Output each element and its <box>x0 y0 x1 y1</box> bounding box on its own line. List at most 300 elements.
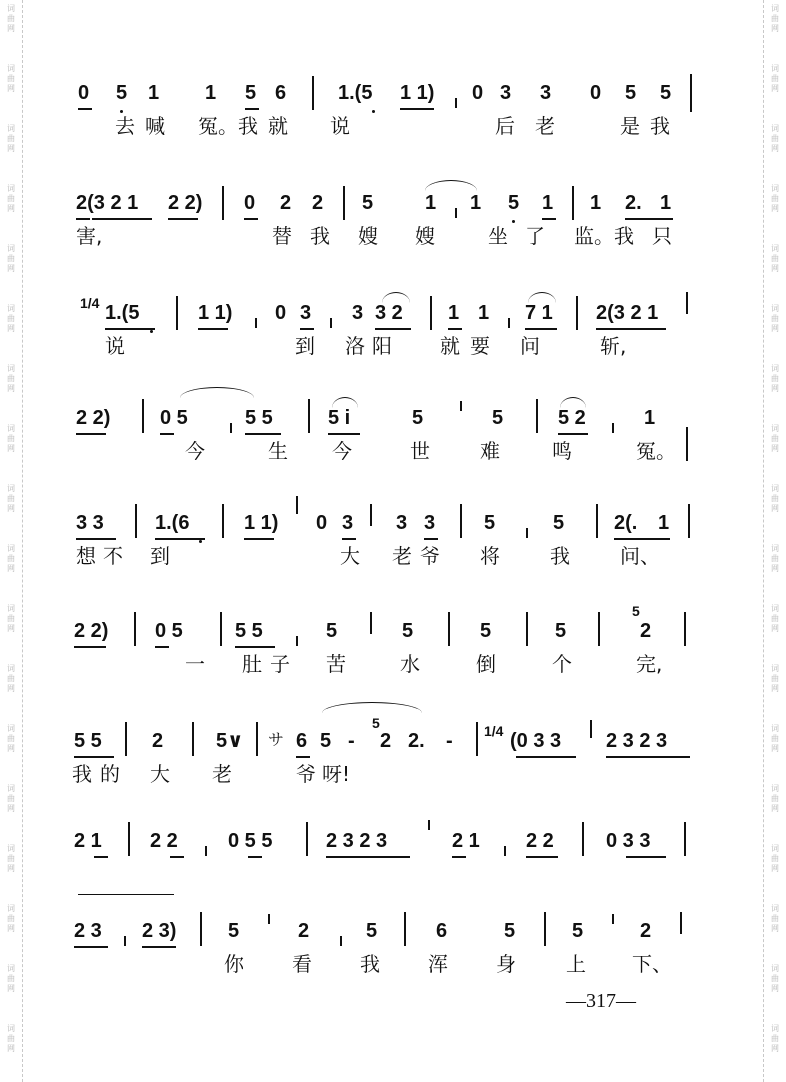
barline <box>256 722 258 756</box>
underline <box>142 946 176 948</box>
barline <box>135 504 137 538</box>
underline <box>606 756 690 758</box>
beat-tick <box>330 318 332 328</box>
watermark-stamp: 词曲网 <box>771 484 779 513</box>
beat-tick <box>612 914 614 924</box>
note: 1.(6 <box>155 512 190 534</box>
barline <box>476 722 478 756</box>
lyric: 看 <box>292 952 312 976</box>
underline <box>326 856 410 858</box>
lyric: 倒 <box>476 652 496 676</box>
barline <box>686 292 688 314</box>
grace-note: 5 <box>372 715 380 731</box>
lyric: 说 <box>330 114 350 138</box>
lyric: 喊 <box>145 114 165 138</box>
lyrics-line <box>0 950 786 978</box>
lyric: 爷 <box>296 762 316 786</box>
lyric: 上 <box>566 952 586 976</box>
lyric: 我 <box>360 952 380 976</box>
barline <box>134 612 136 646</box>
note: 3 <box>352 302 364 324</box>
score-system-1 <box>0 80 786 180</box>
note: 1 1) <box>400 82 435 104</box>
underline <box>78 108 92 110</box>
score-system-9 <box>0 918 786 1018</box>
note: 5 <box>245 82 257 104</box>
note: 5 <box>504 920 516 942</box>
barline <box>192 722 194 756</box>
beat-tick <box>268 914 270 924</box>
lyrics-line <box>0 542 786 570</box>
underline <box>424 538 438 540</box>
notation-line <box>0 510 786 536</box>
note: 5 <box>412 407 424 429</box>
beat-tick <box>460 401 462 411</box>
barline <box>370 504 372 526</box>
barline <box>460 504 462 538</box>
note: 1 <box>660 192 672 214</box>
beat-tick <box>612 423 614 433</box>
watermark-stamp: 词曲网 <box>7 784 15 813</box>
beat-tick <box>205 846 207 856</box>
underline <box>596 328 666 330</box>
lyric: 我 <box>72 762 92 786</box>
watermark-stamp: 词曲网 <box>7 304 15 333</box>
notation-line <box>0 405 786 431</box>
notation-line <box>0 295 786 326</box>
lyric: 洛 <box>345 334 365 358</box>
note: 1 1) <box>198 302 233 324</box>
barline <box>544 912 546 946</box>
note: 2 <box>640 620 652 642</box>
lyrics-line <box>0 222 786 250</box>
lyric: 问 <box>520 334 540 358</box>
note: 5 <box>366 920 378 942</box>
lyric: 阳 <box>372 334 392 358</box>
barline <box>200 912 202 946</box>
time-signature: 1/4 <box>484 723 504 739</box>
watermark-stamp: 词曲网 <box>771 784 779 813</box>
lyric: 水 <box>400 652 420 676</box>
note: 6 <box>275 82 287 104</box>
lyric: 完, <box>636 652 663 676</box>
barline <box>308 399 310 433</box>
lyric: 到 <box>150 544 170 568</box>
notation-line <box>0 603 786 644</box>
underline <box>244 218 258 220</box>
underline <box>296 756 310 758</box>
barline <box>430 296 432 330</box>
watermark-stamp: 词曲网 <box>7 844 15 873</box>
lyric: 问、 <box>620 544 660 568</box>
lyric: 将 <box>480 544 500 568</box>
lyric: 坐 <box>488 224 508 248</box>
note: 0 5 <box>155 620 183 642</box>
note: 1 <box>478 302 490 324</box>
underline <box>526 856 558 858</box>
underline <box>94 856 108 858</box>
watermark-stamp: 词曲网 <box>7 184 15 213</box>
underline <box>248 856 262 858</box>
barline <box>306 822 308 856</box>
barline <box>582 822 584 856</box>
note: 0 <box>590 82 602 104</box>
underline <box>452 856 466 858</box>
note: 2 2 <box>526 830 554 852</box>
score-system-2 <box>0 190 786 290</box>
underline <box>244 538 274 540</box>
watermark-stamp: 词曲网 <box>7 124 15 153</box>
lyric: 后 <box>495 114 515 138</box>
note: 5 <box>228 920 240 942</box>
note: 1 <box>542 192 554 214</box>
note: 5 <box>660 82 672 104</box>
notation-line <box>0 918 786 944</box>
lyric: 说 <box>105 334 125 358</box>
note: 3 2 <box>375 302 403 324</box>
note: 7 1 <box>525 302 553 324</box>
score-system-3 <box>0 295 786 400</box>
lyric: 就 <box>440 334 460 358</box>
lyric: 替 <box>272 224 292 248</box>
barline <box>343 186 345 220</box>
note: 6 <box>296 730 308 752</box>
underline <box>105 328 155 330</box>
watermark-stamp: 词曲网 <box>771 604 779 633</box>
time-signature: 1/4 <box>80 295 100 311</box>
barline <box>688 504 690 538</box>
watermark-stamp: 词曲网 <box>7 424 15 453</box>
note: 0 <box>244 192 256 214</box>
note: 5 <box>480 620 492 642</box>
barline <box>536 399 538 433</box>
barline <box>684 822 686 856</box>
lyric: 害, <box>76 224 103 248</box>
beat-tick <box>508 318 510 328</box>
note: 5 <box>625 82 637 104</box>
beat-tick <box>526 528 528 538</box>
score-system-8 <box>0 828 786 928</box>
lyric: 冤。我 <box>198 114 258 138</box>
lyric: 呀! <box>322 762 351 786</box>
note: 1.(5 <box>338 82 373 104</box>
lyric: 生 <box>268 439 288 463</box>
note: 0 5 <box>160 407 188 429</box>
beat-tick <box>340 936 342 946</box>
note: 0 <box>472 82 484 104</box>
barline <box>142 399 144 433</box>
notation-line <box>0 80 786 106</box>
note: 0 <box>316 512 328 534</box>
watermark-stamp: 词曲网 <box>7 4 15 33</box>
barline <box>128 822 130 856</box>
watermark-stamp: 词曲网 <box>771 904 779 933</box>
watermark-stamp: 词曲网 <box>7 484 15 513</box>
beat-tick <box>504 846 506 856</box>
lyric: 的 <box>100 762 120 786</box>
lyric: 就 <box>268 114 288 138</box>
barline <box>598 612 600 646</box>
note: 0 3 3 <box>606 830 651 852</box>
watermark-stamp: 词曲网 <box>771 664 779 693</box>
underline <box>626 856 666 858</box>
barline <box>576 296 578 330</box>
lyric: 老 <box>392 544 412 568</box>
dash: - <box>446 730 453 752</box>
beat-tick <box>124 936 126 946</box>
note: 2 1 <box>452 830 480 852</box>
note: 1 <box>658 512 670 534</box>
beat-tick <box>296 636 298 646</box>
note: 3 3 <box>76 512 104 534</box>
underline <box>170 856 184 858</box>
lyric: 想 <box>76 544 96 568</box>
lyrics-line <box>0 112 786 140</box>
free-meter-sign: サ <box>268 732 285 749</box>
slur-arc <box>382 292 410 303</box>
underline <box>168 218 198 220</box>
note: 1 <box>425 192 437 214</box>
lyric: 冤。 <box>636 439 676 463</box>
note: 2 3) <box>142 920 177 942</box>
note: 5 <box>492 407 504 429</box>
underline <box>74 646 106 648</box>
underline <box>74 946 108 948</box>
lyric: 今 <box>185 439 205 463</box>
note: 5 <box>484 512 496 534</box>
note: 5 <box>326 620 338 642</box>
note: 5 <box>572 920 584 942</box>
note: 3 <box>300 302 312 324</box>
note: 5 5 <box>74 730 102 752</box>
lyric: 斩, <box>600 334 627 358</box>
barline <box>690 74 692 112</box>
score-system-7 <box>0 715 786 828</box>
grace-note: 5 <box>632 603 640 619</box>
barline <box>370 612 372 634</box>
lyrics-line <box>0 437 786 465</box>
watermark-stamp: 词曲网 <box>771 424 779 453</box>
dash: - <box>348 730 355 752</box>
lyric: 爷 <box>420 544 440 568</box>
underline <box>74 756 114 758</box>
watermark-stamp: 词曲网 <box>771 724 779 753</box>
note: 2 2 <box>150 830 178 852</box>
note: 1 <box>590 192 602 214</box>
watermark-stamp: 词曲网 <box>771 1024 779 1053</box>
beat-tick <box>428 820 430 830</box>
note: 2 2) <box>168 192 203 214</box>
lyric: 老 <box>212 762 232 786</box>
barline <box>572 186 574 220</box>
score-system-4 <box>0 405 786 505</box>
note: 3 <box>342 512 354 534</box>
underline <box>375 328 411 330</box>
lyric: 鸣 <box>552 439 572 463</box>
underline <box>76 218 90 220</box>
beat-tick <box>455 208 457 218</box>
watermark-stamp: 词曲网 <box>771 4 779 33</box>
underline <box>448 328 462 330</box>
note: 2 2) <box>76 407 111 429</box>
barline <box>220 612 222 646</box>
note: 1 <box>148 82 160 104</box>
note: 5 <box>116 82 128 104</box>
lyric: 子 <box>270 652 290 676</box>
note: 1 <box>205 82 217 104</box>
underline <box>300 328 314 330</box>
note: 1.(5 <box>105 302 140 324</box>
page-number: —317— <box>566 990 636 1012</box>
lyric: 老 <box>535 114 555 138</box>
watermark-stamp: 词曲网 <box>7 1024 15 1053</box>
lyric: 难 <box>480 439 500 463</box>
slur-arc <box>528 292 556 303</box>
lyric: 嫂 <box>358 224 378 248</box>
watermark-stamp: 词曲网 <box>7 64 15 93</box>
watermark-stamp: 词曲网 <box>7 664 15 693</box>
note: 2 <box>380 730 392 752</box>
note: 1 1) <box>244 512 279 534</box>
underline <box>245 108 259 110</box>
beat-tick <box>230 423 232 433</box>
underline <box>245 433 281 435</box>
lyric: 你 <box>224 952 244 976</box>
score-system-5 <box>0 510 786 610</box>
note: 5 <box>553 512 565 534</box>
note: 3 <box>540 82 552 104</box>
beat-tick <box>455 98 457 108</box>
underline <box>400 108 434 110</box>
lyric: 了 <box>525 224 545 248</box>
note: 3 <box>424 512 436 534</box>
lyric: 是 <box>620 114 640 138</box>
note: 2 3 2 3 <box>326 830 388 852</box>
note: 0 <box>78 82 90 104</box>
lyric: 世 <box>410 439 430 463</box>
lyric: 下、 <box>632 952 672 976</box>
underline <box>342 538 356 540</box>
barline <box>404 912 406 946</box>
barline <box>448 612 450 646</box>
barline <box>596 504 598 538</box>
lyric: 身 <box>496 952 516 976</box>
note: 2 3 2 3 <box>606 730 668 752</box>
lyric: 一 <box>185 652 205 676</box>
lyric: 我 <box>550 544 570 568</box>
note: 2. <box>625 192 642 214</box>
underline <box>198 328 228 330</box>
note: (0 3 3 <box>510 730 562 752</box>
note: 3 <box>500 82 512 104</box>
lyric: 大 <box>150 762 170 786</box>
watermark-stamp: 词曲网 <box>771 544 779 573</box>
lyric: 浑 <box>428 952 448 976</box>
underline <box>76 538 116 540</box>
lyric: 到 <box>295 334 315 358</box>
lyric: 不 <box>103 544 123 568</box>
barline <box>684 612 686 646</box>
note: 5 <box>402 620 414 642</box>
lyric: 今 <box>332 439 352 463</box>
watermark-stamp: 词曲网 <box>7 724 15 753</box>
underline <box>235 646 275 648</box>
lyric: 去 <box>115 114 135 138</box>
note: 5 i <box>328 407 351 429</box>
underline <box>155 538 205 540</box>
watermark-stamp: 词曲网 <box>771 844 779 873</box>
lyric: 要 <box>470 334 490 358</box>
watermark-stamp: 词曲网 <box>771 364 779 393</box>
barline <box>296 496 298 514</box>
lyric: 苦 <box>326 652 346 676</box>
lyrics-line <box>0 332 786 360</box>
watermark-stamp: 词曲网 <box>7 904 15 933</box>
barline <box>590 720 592 738</box>
tie-line <box>78 894 174 895</box>
note: 3 <box>396 512 408 534</box>
note: 2 3 <box>74 920 102 942</box>
watermark-stamp: 词曲网 <box>771 964 779 993</box>
underline <box>614 538 670 540</box>
lyric: 我 <box>310 224 330 248</box>
note: 1 <box>470 192 482 214</box>
note: 5 2 <box>558 407 586 429</box>
note: 2 1 <box>74 830 102 852</box>
lyrics-line <box>0 760 786 788</box>
note: 1 <box>448 302 460 324</box>
note: 5 5 <box>235 620 263 642</box>
underline <box>155 646 169 648</box>
lyric: 大 <box>340 544 360 568</box>
lyric: 我 <box>650 114 670 138</box>
note: 5 <box>555 620 567 642</box>
note: 2 <box>152 730 164 752</box>
beat-tick <box>255 318 257 328</box>
watermark-stamp: 词曲网 <box>7 604 15 633</box>
note: 2 <box>312 192 324 214</box>
notation-line <box>0 828 786 854</box>
watermark-stamp: 词曲网 <box>7 544 15 573</box>
note: 2 <box>298 920 310 942</box>
notation-line <box>0 715 786 754</box>
barline <box>312 76 314 110</box>
barline <box>125 722 127 756</box>
note: 5 <box>362 192 374 214</box>
underline <box>160 433 174 435</box>
note: 2(3 2 1 <box>596 302 659 324</box>
barline <box>222 504 224 538</box>
watermark-stamp: 词曲网 <box>771 304 779 333</box>
lyric: 嫂 <box>415 224 435 248</box>
watermark-stamp: 词曲网 <box>7 244 15 273</box>
note: 2(. <box>614 512 638 534</box>
note: 2(3 2 1 <box>76 192 139 214</box>
note: 5∨ <box>216 730 244 752</box>
note: 2. <box>408 730 425 752</box>
underline <box>328 433 360 435</box>
underline <box>542 218 556 220</box>
underline <box>516 756 576 758</box>
barline <box>176 296 178 330</box>
underline <box>525 328 557 330</box>
underline <box>558 433 588 435</box>
note: 5 <box>320 730 332 752</box>
notation-line <box>0 190 786 216</box>
slur-arc <box>425 180 477 191</box>
note: 0 <box>275 302 287 324</box>
watermark-stamp: 词曲网 <box>771 124 779 153</box>
